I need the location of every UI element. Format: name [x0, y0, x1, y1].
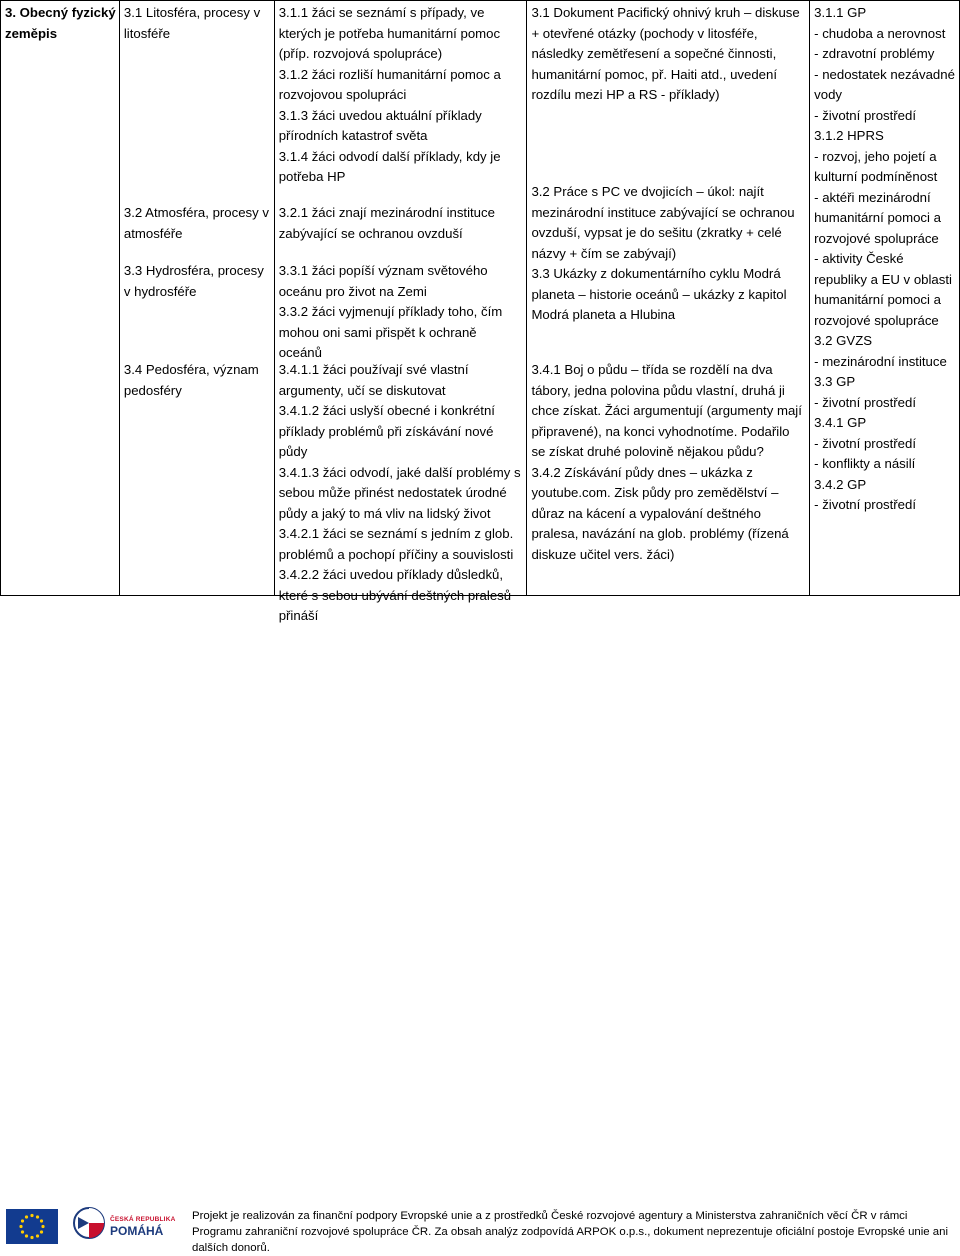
- curriculum-table: [0, 0, 960, 623]
- topic-cell: [1, 1, 120, 596]
- logo-line-2: POMÁHÁ: [110, 1224, 164, 1238]
- activity-3-4: 3.4.1 Boj o půdu – třída se rozdělí na dva tábory, jedna polovina půdu vlastní, druhá ji chce získat. Žáci argumentují (argumenty mají připravené), na konci vyhodnotíme. Podařilo se získat druhé polovině nějakou půdu? 3.4.2 Získávání půdy dnes – ukázka z youtube.com. Zisk půdy pro zemědělství – důraz na kácení a vypalování deštného pralesa, navázání na glob. problémy (řízená diskuze učitel vers. žáci): [531, 362, 802, 562]
- objectives-3-4: 3.4.1.1 žáci používají své vlastní argumenty, učí se diskutovat 3.4.1.2 žáci uslyší obecné i konkrétní příklady problémů při získávání nové půdy 3.4.1.3 žáci odvodí, jaké další problémy s sebou může přinést nedostatek úrodné půdy a jaký to má vliv na lidský život 3.4.2.1 žáci se seznámí s jedním z glob. problémů a pochopí příčiny a souvislosti 3.4.2.2 žáci uvedou příklady důsledků, které s sebou ubývání deštných pralesů přináší: [278, 362, 521, 623]
- subtopic-cell: [119, 1, 274, 596]
- activity-3-2-3-3: 3.2 Práce s PC ve dvojicích – úkol: najít mezinárodní instituce zabývající se ochranou ovzduší, vypsat je do sešitu (zkratky + celé názvy + čím se zabývají) 3.3 Ukázky z dokumentárního cyklu Modrá planeta – historie oceánů – ukázky z kapitol Modrá planeta a Hlubina: [531, 184, 795, 322]
- objectives-3-3: 3.3.1 žáci popíší význam světového oceánu pro život na Zemi 3.3.2 žáci vyjmenují příklady toho, čím mohou oni sami přispět k ochraně oceánů: [278, 263, 503, 360]
- activity-3-1: 3.1 Dokument Pacifický ohnivý kruh – diskuse + otevřené otázky (pochody v litosféře, následky zemětřesení a sopečné činnosti, humanitární pomoc, př. Haiti atd., uvedení rozdílu mezi HP a RS - příklady): [531, 5, 800, 102]
- table-row: [1, 1, 960, 596]
- footer: [0, 597, 960, 1254]
- activities-cell: [527, 1, 810, 596]
- objectives-cell: [274, 1, 527, 623]
- themes-list: 3.1.1 GP - chudoba a nerovnost - zdravotní problémy - nedostatek nezávadné vody - životní prostředí 3.1.2 HPRS - rozvoj, jeho pojetí a kulturní podmíněnost - aktéři mezinárodní humanitární pomoci a rozvojové spolupráce - aktivity České republiky a EU v oblasti humanitární pomoci a rozvojové spolupráce 3.2 GVZS - mezinárodní instituce 3.3 GP - životní prostředí 3.4.1 GP - životní prostředí - konflikty a násilí 3.4.2 GP - životní prostředí: [814, 5, 955, 512]
- logo-line-1: ČESKÁ REPUBLIKA: [110, 1216, 176, 1223]
- objectives-3-2: 3.2.1 žáci znají mezinárodní instituce zabývající se ochranou ovzduší: [278, 205, 495, 241]
- subtopic-3-1: 3.1 Litosféra, procesy v litosféře: [123, 5, 261, 41]
- subtopic-3-2: 3.2 Atmosféra, procesy v atmosféře: [123, 205, 270, 241]
- objectives-3-1: 3.1.1 žáci se seznámí s případy, ve kterých je potřeba humanitární pomoc (příp. rozvojová spolupráce) 3.1.2 žáci rozliší humanitární pomoc a rozvojovou spolupráci 3.1.3 žáci uvedou aktuální příklady přírodních katastrof světa 3.1.4 žáci odvodí další příklady, kdy je potřeba HP: [278, 5, 501, 184]
- themes-cell: [810, 1, 960, 596]
- subtopic-3-4: 3.4 Pedosféra, význam pedosféry: [123, 362, 259, 398]
- topic-title: 3. Obecný fyzický zeměpis: [5, 5, 116, 41]
- footer-disclaimer: Projekt je realizován za finanční podpory Evropské unie a z prostředků České rozvojové agentury a Ministerstva zahraničních věcí ČR v rámci Programu zahraniční rozvojové spolupráce ČR. Za obsah analýz zodpovídá ARPOK o.p.s., dokument neprezentuje oficiální postoje Evropské unie ani dalších donorů.: [192, 1210, 949, 1254]
- eu-flag-icon: [6, 1209, 58, 1244]
- subtopic-3-3: 3.3 Hydrosféra, procesy v hydrosféře: [123, 263, 264, 299]
